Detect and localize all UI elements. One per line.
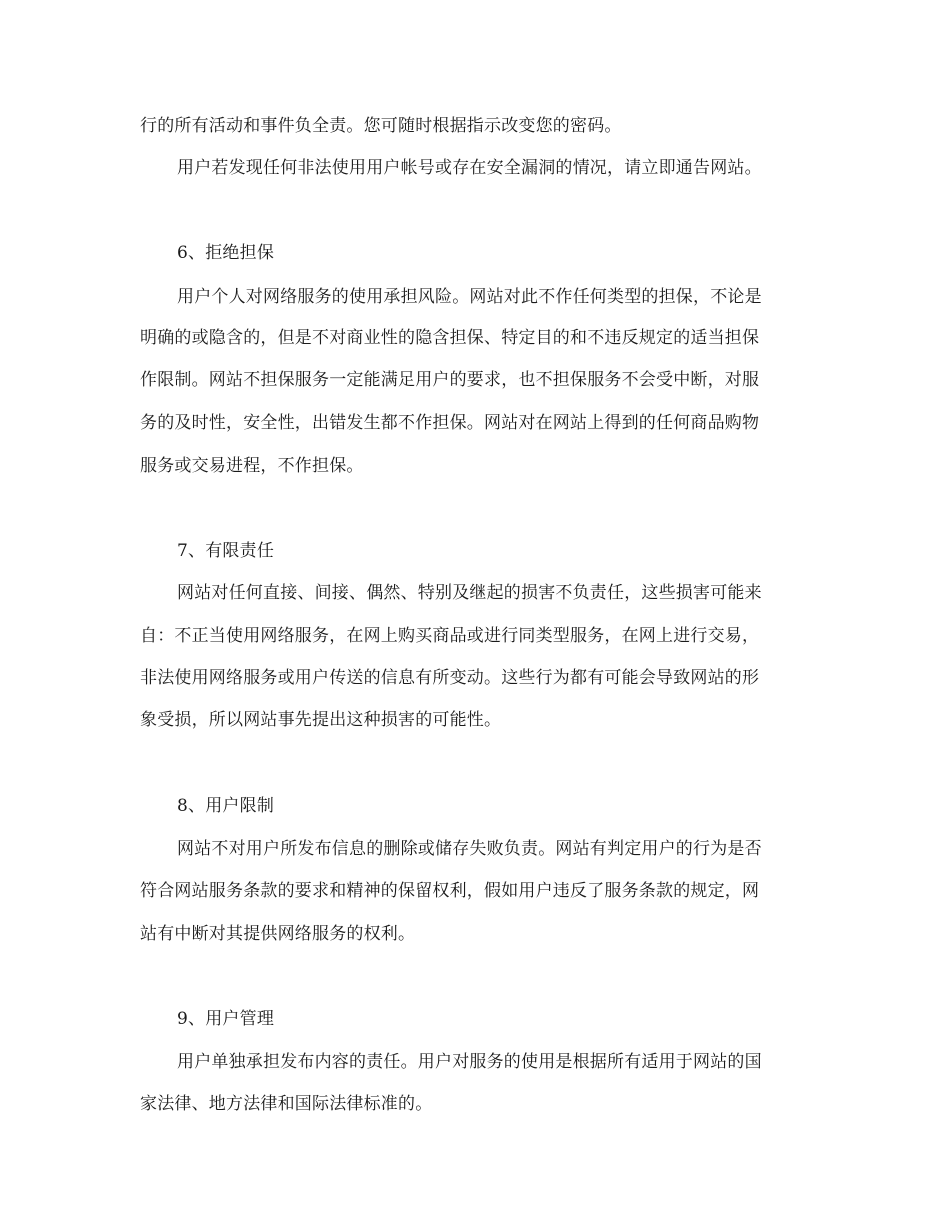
section-7-line-2: 自：不正当使用网络服务，在网上购买商品或进行同类型服务，在网上进行交易，	[140, 626, 760, 646]
section-6-line-1: 用户个人对网络服务的使用承担风险。网站对此不作任何类型的担保，不论是	[177, 287, 762, 307]
section-6-line-4: 务的及时性，安全性，出错发生都不作担保。网站对在网站上得到的任何商品购物	[140, 413, 760, 433]
section-7-line-3: 非法使用网络服务或用户传送的信息有所变动。这些行为都有可能会导致网站的形	[140, 668, 760, 688]
section-6-line-5: 服务或交易进程，不作担保。	[140, 456, 364, 476]
section-8-line-3: 站有中断对其提供网络服务的权利。	[140, 924, 416, 944]
section-7-line-1: 网站对任何直接、间接、偶然、特别及继起的损害不负责任，这些损害可能来	[177, 583, 762, 603]
section-9-line-2: 家法律、地方法律和国际法律标准的。	[140, 1094, 433, 1114]
section-9-line-1: 用户单独承担发布内容的责任。用户对服务的使用是根据所有适用于网站的国	[177, 1052, 762, 1072]
section-8-line-1: 网站不对用户所发布信息的删除或储存失败负责。网站有判定用户的行为是否	[177, 839, 762, 859]
section-6-line-3: 作限制。网站不担保服务一定能满足用户的要求，也不担保服务不会受中断，对服	[140, 370, 760, 390]
section-8-heading: 8、用户限制	[177, 796, 275, 816]
continuation-line-1: 行的所有活动和事件负全责。您可随时根据指示改变您的密码。	[140, 116, 622, 136]
section-8-line-2: 符合网站服务条款的要求和精神的保留权利，假如用户违反了服务条款的规定，网	[140, 881, 760, 901]
section-7-line-4: 象受损，所以网站事先提出这种损害的可能性。	[140, 710, 502, 730]
section-6-heading: 6、拒绝担保	[177, 243, 275, 263]
section-6-line-2: 明确的或隐含的，但是不对商业性的隐含担保、特定目的和不违反规定的适当担保	[140, 328, 760, 348]
section-9-heading: 9、用户管理	[177, 1009, 275, 1029]
continuation-line-2: 用户若发现任何非法使用用户帐号或存在安全漏洞的情况，请立即通告网站。	[177, 158, 762, 178]
section-7-heading: 7、有限责任	[177, 541, 275, 561]
